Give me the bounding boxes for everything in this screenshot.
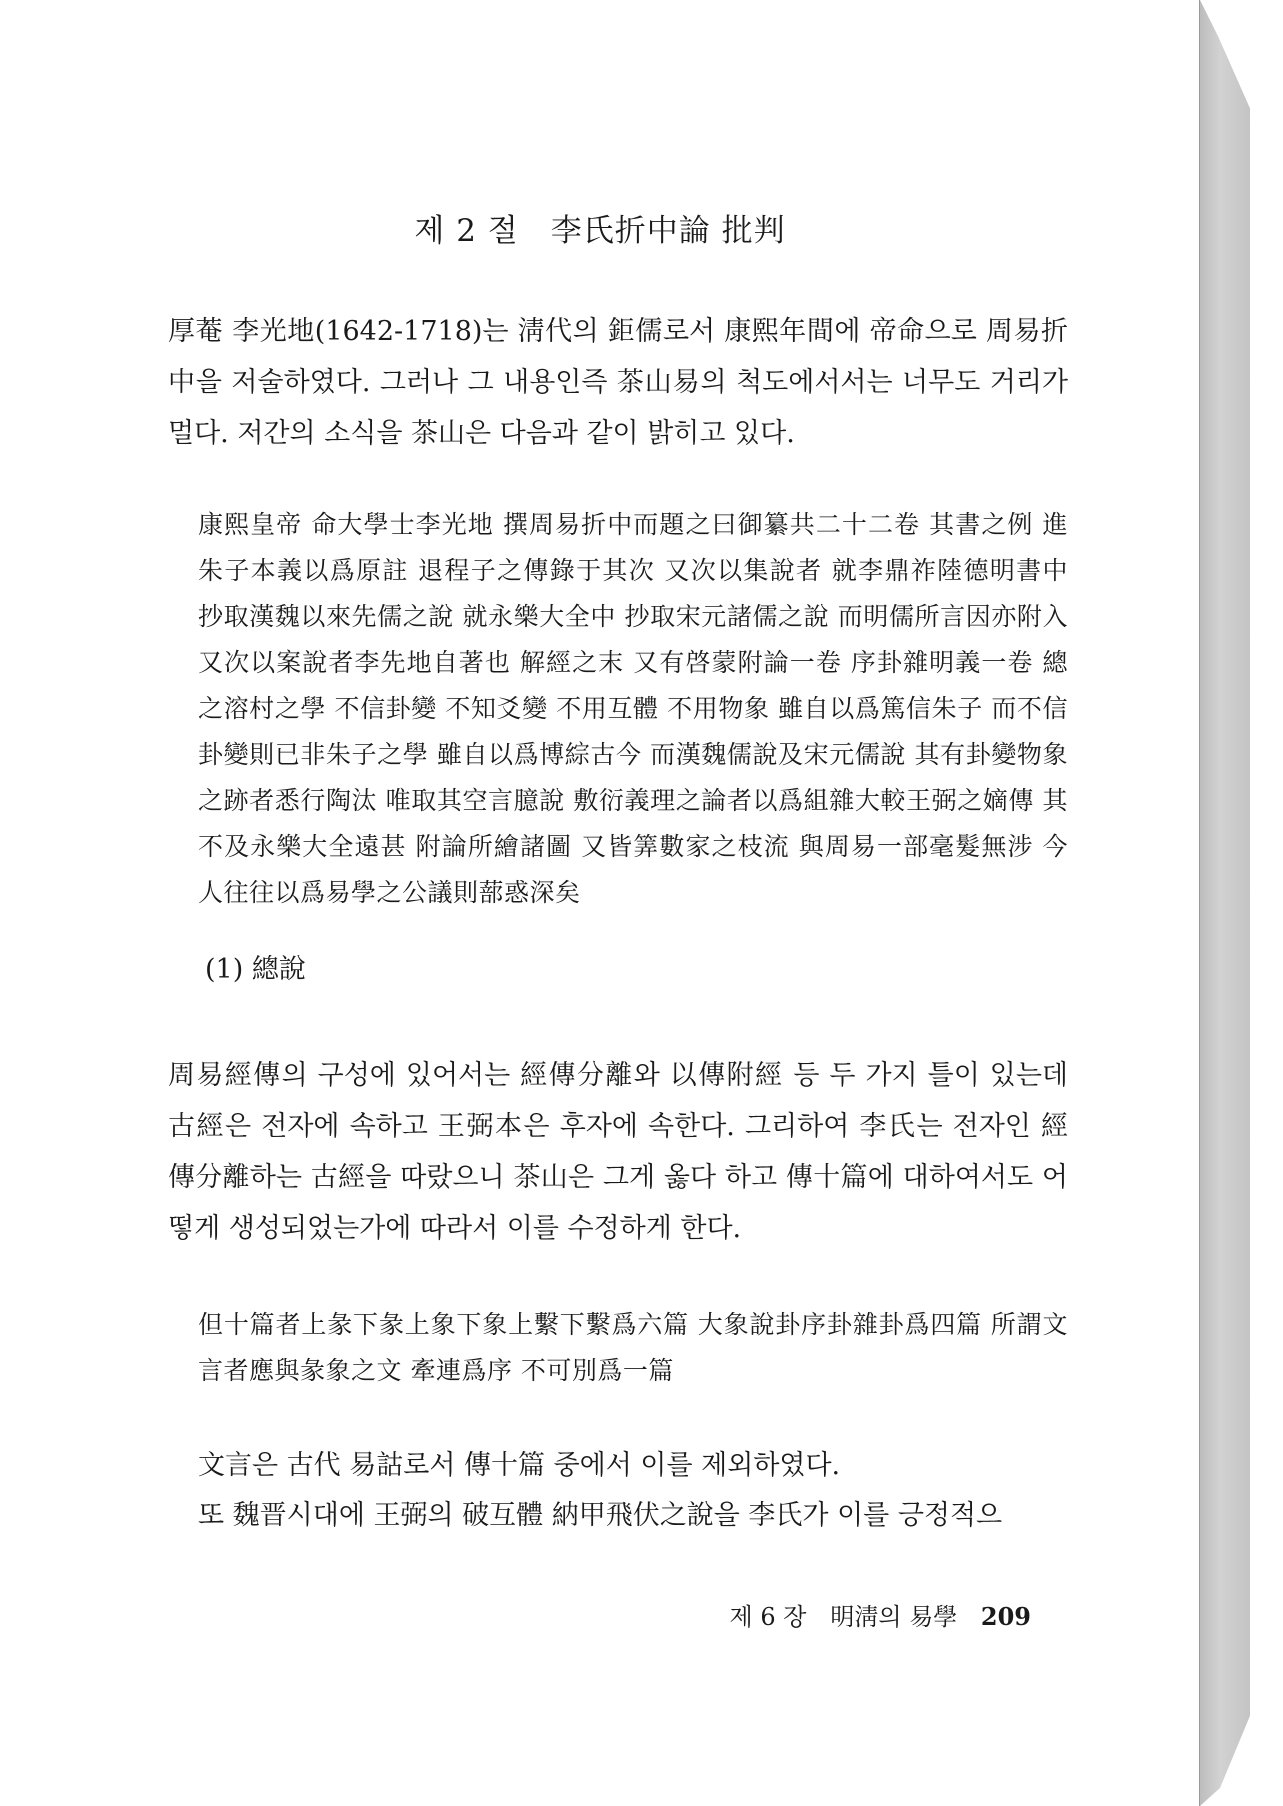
body-line-continued: 또 魏晋시대에 王弼의 破互體 納甲飛伏之說을 李氏가 이를 긍정적으 bbox=[198, 1500, 1003, 1531]
page-number: 209 bbox=[980, 1602, 1031, 1631]
body-line: 文言은 古代 易詁로서 傳十篇 중에서 이를 제외하였다. bbox=[198, 1450, 841, 1481]
page-edge-shadow bbox=[1200, 0, 1250, 1806]
quotation-block: 康熙皇帝 命大學士李光地 撰周易折中而題之曰御纂共二十二卷 其書之例 進朱子本義以爲原註 退程子之傳錄于其次 又次以集說者 就李鼎祚陸德明書中 抄取漢魏以來先儒之說 就永樂大全中 抄取宋元諸儒之說 而明儒所言因亦附入 又次以案說者李先地自著也 解經之末 又有啓蒙附論一卷 序卦雜明義一卷 總之溶村之學 不信卦變 不知爻變 不用互體 不用物象 雖自以爲篤信朱子 而不信卦變則已非朱子之學 雖自以爲博綜古今 而漢魏儒說及宋元儒說 其有卦變物象之跡者悉行陶汰 唯取其空言臆說 敷衍義理之論者以爲組雜大較王弼之嫡傳 其不及永樂大全遠甚 附論所繪諸圖 又皆筭數家之枝流 與周易一部毫髮無涉 今人往往以爲易學之公議則蔀惑深矣 bbox=[198, 510, 1068, 907]
subsection-heading: (1) 總說 bbox=[205, 954, 306, 985]
body-paragraph: 周易經傳의 구성에 있어서는 經傳分離와 以傳附經 등 두 가지 틀이 있는데 古經은 전자에 속하고 王弼本은 후자에 속한다. 그리하여 李氏는 전자인 經傳分離하는 古經을 따랐으니 茶山은 그게 옳다 하고 傳十篇에 대하여서도 어떻게 생성되었는가에 따라서 이를 수정하게 한다. bbox=[168, 1060, 1068, 1244]
running-title: 제 6 장 明淸의 易學 bbox=[729, 1603, 958, 1631]
intro-paragraph: 厚菴 李光地(1642-1718)는 淸代의 鉅儒로서 康熙年間에 帝命으로 周易折中을 저술하였다. 그러나 그 내용인즉 茶山易의 척도에서서는 너무도 거리가 멀다. 저간의 소식을 茶山은 다음과 같이 밝히고 있다. bbox=[168, 316, 1068, 449]
section-title: 제 2 절 李氏折中論 批判 bbox=[414, 213, 786, 249]
quotation-block-2: 但十篇者上彖下彖上象下象上繫下繫爲六篇 大象說卦序卦雜卦爲四篇 所謂文言者應與彖象之文 牽連爲序 不可別爲一篇 bbox=[198, 1310, 1068, 1385]
running-footer bbox=[730, 1597, 1031, 1632]
